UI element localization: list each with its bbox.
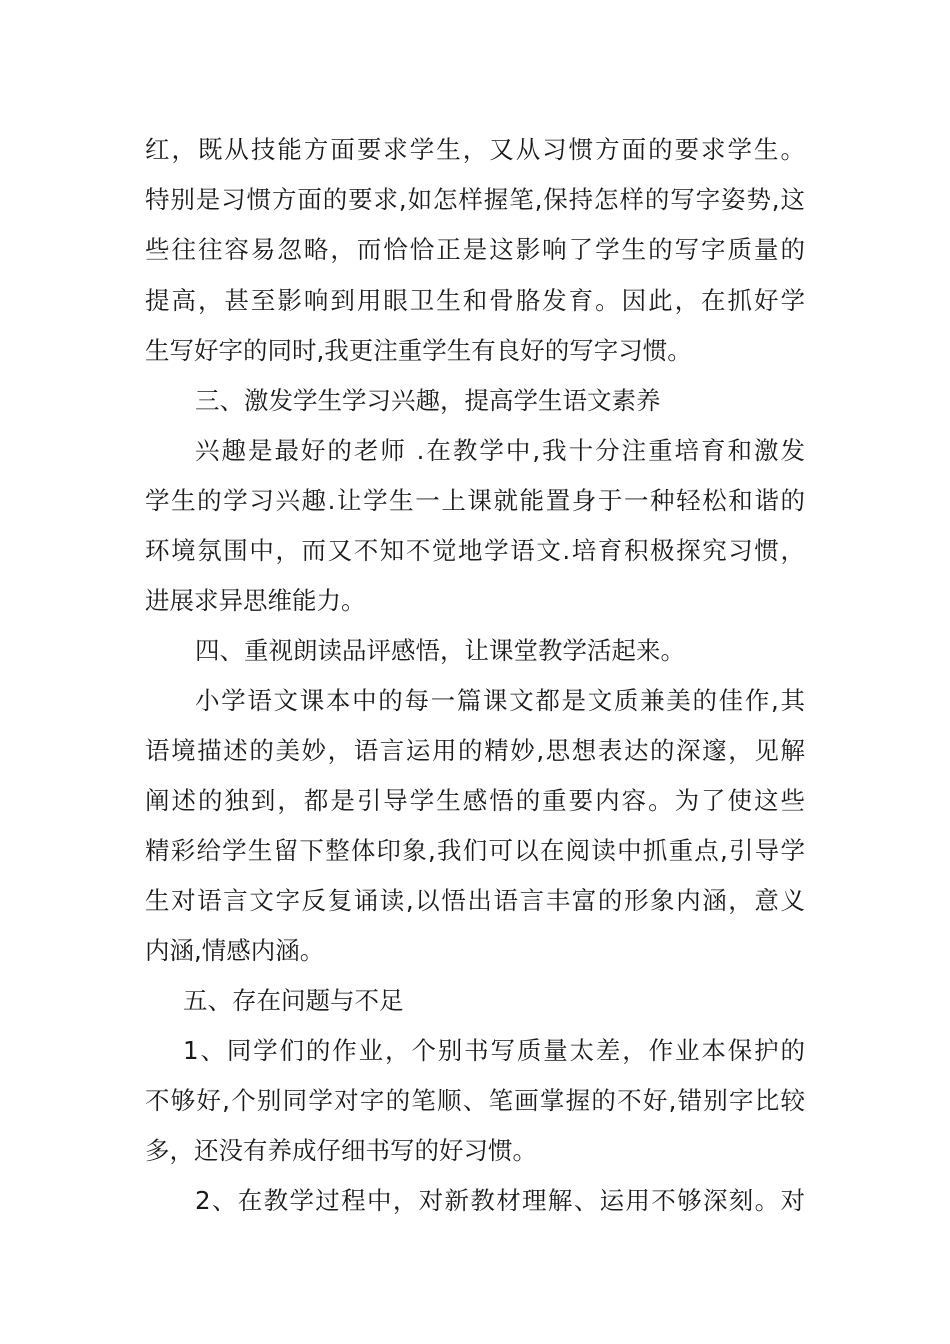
text-line: 小学语文课本中的每一篇课文都是文质兼美的佳作,其 — [195, 686, 805, 715]
text-line: 红，既从技能方面要求学生，又从习惯方面的要求学生。 — [145, 135, 805, 164]
text-line: 阐述的独到，都是引导学生感悟的重要内容。为了使这些 — [145, 786, 805, 815]
text-line: 提高，甚至影响到用眼卫生和骨胳发育。因此，在抓好学 — [145, 286, 805, 315]
text-line: 1、同学们的作业，个别书写质量太差，作业本保护的 — [183, 1036, 805, 1065]
text-line: 学生的学习兴趣.让学生一上课就能置身于一种轻松和谐的 — [145, 486, 805, 515]
text-line: 生写好字的同时,我更注重学生有良好的写字习惯。 — [145, 336, 692, 365]
section-heading: 五、存在问题与不足 — [183, 986, 404, 1015]
text-line: 不够好,个别同学对字的笔顺、笔画掌握的不好,错别字比较 — [145, 1086, 805, 1115]
text-line: 特别是习惯方面的要求,如怎样握笔,保持怎样的写字姿势,这 — [145, 185, 805, 214]
text-line: 进展求异思维能力。 — [145, 586, 366, 615]
text-line: 些往往容易忽略，而恰恰正是这影响了学生的写字质量的 — [145, 235, 805, 264]
text-line: 2、在教学过程中，对新教材理解、运用不够深刻。对 — [195, 1186, 805, 1215]
section-heading: 三、激发学生学习兴趣，提高学生语文素养 — [195, 386, 661, 415]
section-heading: 四、重视朗读品评感悟，让课堂教学活起来。 — [195, 636, 685, 665]
text-line: 兴趣是最好的老师 .在教学中,我十分注重培育和激发 — [195, 436, 805, 465]
text-line: 生对语言文字反复诵读,以悟出语言丰富的形象内涵，意义 — [145, 886, 805, 915]
text-line: 精彩给学生留下整体印象,我们可以在阅读中抓重点,引导学 — [145, 836, 805, 865]
text-line: 环境氛围中，而又不知不觉地学语文.培育积极探究习惯， — [145, 536, 805, 565]
text-line: 内涵,情感内涵。 — [145, 936, 325, 965]
text-line: 多，还没有养成仔细书写的好习惯。 — [145, 1136, 537, 1165]
text-line: 语境描述的美妙，语言运用的精妙,思想表达的深邃，见解 — [145, 736, 805, 765]
